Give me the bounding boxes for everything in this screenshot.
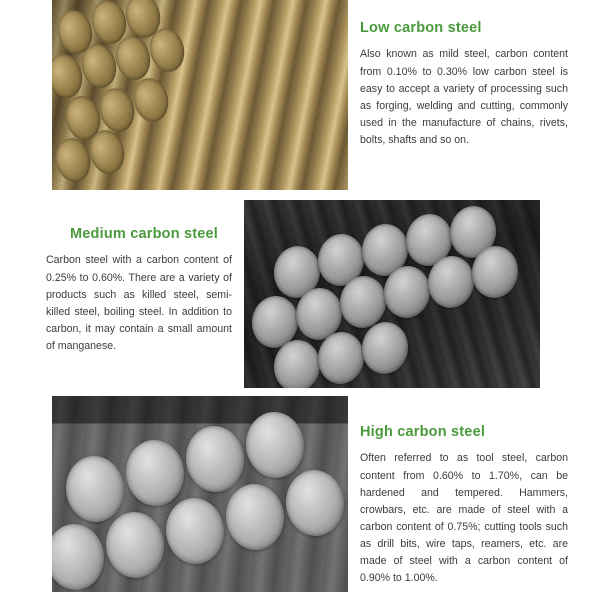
text-low-carbon-steel (360, 20, 568, 149)
section-high-carbon-steel (0, 392, 600, 600)
bar-end-faces (244, 200, 540, 388)
heading-medium-carbon-steel: Medium carbon steel (70, 226, 219, 242)
paragraph-low-carbon-steel: Also known as mild steel, carbon content from 0.10% to 0.30% low carbon steel is easy to accept a variety of processing such as forging, welding and cutting, commonly used in the manufacture of chains, rivets, bolts, shafts and so on. (360, 48, 568, 147)
section-low-carbon-steel (0, 0, 600, 196)
image-high-carbon-steel (52, 396, 348, 592)
text-medium-carbon-steel (46, 226, 232, 355)
paragraph-medium-carbon-steel: Carbon steel with a carbon content of 0.25% to 0.60%. There are a variety of products such as killed steel, semi-killed steel, boiling steel. In addition to carbon, it may contain a small amount of manganese. (46, 254, 232, 353)
bar-end-faces (52, 396, 348, 592)
image-medium-carbon-steel (244, 200, 540, 388)
section-medium-carbon-steel (0, 196, 600, 392)
paragraph-high-carbon-steel: Often referred to as tool steel, carbon content from 0.60% to 1.70%, can be hardened and tempered. Hammers, crowbars, etc. are made of steel with a carbon content of 0.75%; cutting tools such as drill bits, wire taps, reamers, etc. are made of steel with a carbon content of 0.90% to 1.00%. (360, 452, 568, 585)
text-high-carbon-steel (360, 424, 568, 588)
heading-high-carbon-steel: High carbon steel (360, 424, 486, 440)
image-low-carbon-steel (52, 0, 348, 190)
bar-end-faces (52, 0, 348, 190)
heading-low-carbon-steel: Low carbon steel (360, 20, 482, 36)
